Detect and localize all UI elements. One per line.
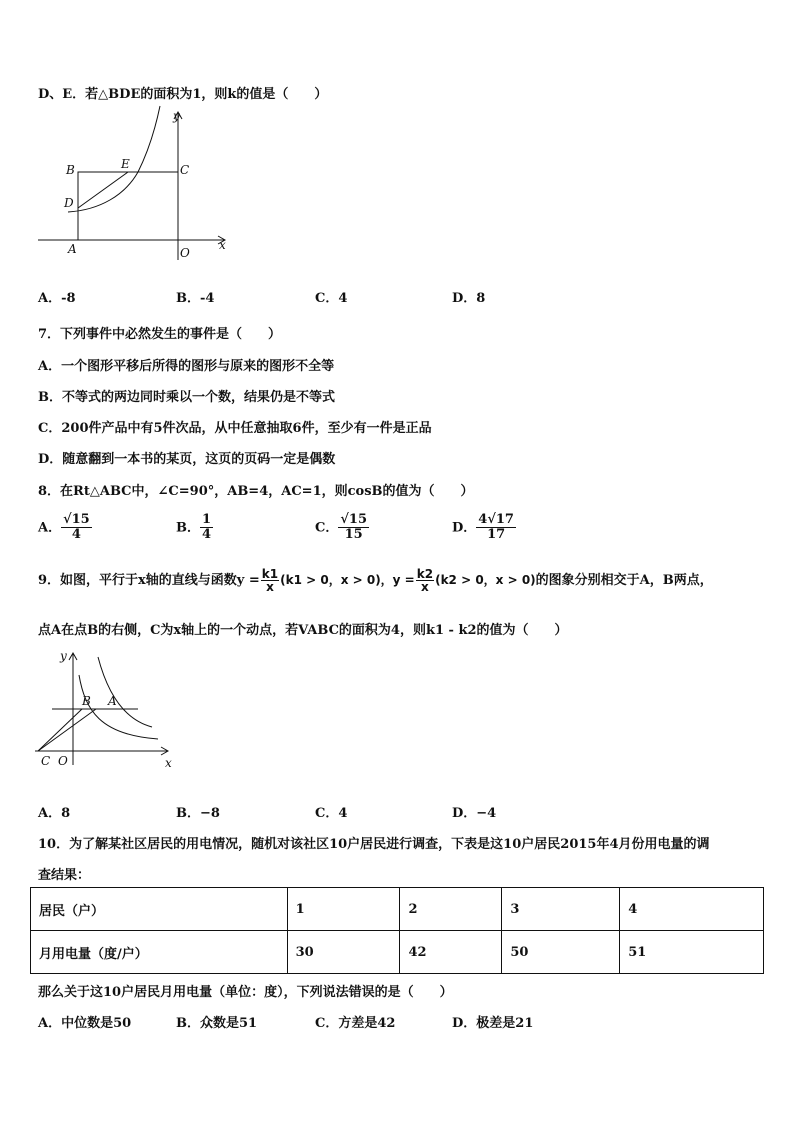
q8-option-c	[315, 513, 369, 543]
q9-label-y: y	[60, 649, 67, 663]
q8-option-b	[176, 513, 213, 543]
q10-option-c: C．方差是42	[315, 1016, 396, 1031]
q6-label-b: B	[66, 163, 75, 177]
q9-fraction-1: $\frac{k1}{x}$	[261, 567, 279, 594]
q6-rectangle	[78, 172, 178, 240]
q7-option-c: C．200件产品中有5件次品，从中任意抽取6件，至少有一件是正品	[38, 421, 432, 436]
q6-segment-de	[78, 172, 128, 208]
q9-option-a: A．8	[38, 806, 71, 821]
table-row	[31, 888, 764, 931]
q7-stem: 7．下列事件中必然发生的事件是（ ）	[38, 327, 282, 342]
table-row	[31, 931, 764, 974]
q8-option-b-label: B．	[176, 520, 200, 536]
q9-curve-k2	[79, 675, 158, 739]
q6-option-c: C．4	[315, 291, 348, 306]
q9-condition-1: (k1 > 0，x > 0)，y =	[280, 573, 415, 587]
q10-table	[30, 887, 764, 974]
q9-stem-part1: 9．如图，平行于x轴的直线与函数y =	[38, 573, 260, 588]
q6-label-c: C	[180, 163, 190, 177]
q9-figure	[30, 645, 180, 775]
table-cell: 1	[287, 888, 400, 931]
q8-option-d-fraction: $\frac{4√17}{17}$	[478, 512, 514, 543]
q8-option-a-fraction: $\frac{√15}{4}$	[63, 512, 90, 543]
q10-option-b: B．众数是51	[176, 1016, 258, 1031]
table-cell: 4	[620, 888, 764, 931]
q8-option-b-fraction: $\frac{1}{4}$	[202, 512, 212, 543]
q7-option-d: D．随意翻到一本书的某页，这页的页码一定是偶数	[38, 452, 336, 467]
q9-condition-2: (k2 > 0，x > 0)	[435, 573, 536, 587]
q8-stem: 8．在Rt△ABC中，∠C=90°，AB=4，AC=1，则cosB的值为（ ）	[38, 484, 474, 499]
q6-label-y: y	[173, 109, 180, 123]
q7-option-b: B．不等式的两边同时乘以一个数，结果仍是不等式	[38, 390, 335, 405]
table-cell: 2	[400, 888, 502, 931]
q10-option-d: D．极差是21	[452, 1016, 534, 1031]
q10-question: 那么关于这10户居民月用电量（单位：度），下列说法错误的是（ ）	[38, 985, 453, 1000]
q6-label-a: A	[68, 242, 77, 256]
q9-stem-line2: 点A在点B的右侧，C为x轴上的一个动点，若VABC的面积为4，则k1 - k2的值为（ ）	[38, 623, 568, 638]
q9-label-b: B	[82, 694, 91, 708]
table-cell: 30	[287, 931, 400, 974]
q9-label-c: C	[41, 754, 51, 768]
table-cell: 51	[620, 931, 764, 974]
q8-option-a-label: A．	[38, 520, 62, 536]
q6-option-d: D．8	[452, 291, 486, 306]
q9-option-b: B．−8	[176, 806, 220, 821]
q9-fraction-2: $\frac{k2}{x}$	[416, 567, 434, 594]
table-cell: 居民（户）	[31, 888, 288, 931]
q9-curve-k1	[98, 657, 152, 727]
q9-option-d: D．−4	[452, 806, 497, 821]
table-cell: 42	[400, 931, 502, 974]
q6-option-b: B．-4	[176, 291, 215, 306]
q7-option-a: A．一个图形平移后所得的图形与原来的图形不全等	[38, 359, 335, 374]
q8-option-c-fraction: $\frac{√15}{15}$	[340, 512, 367, 543]
q9-stem-line1	[38, 568, 713, 593]
q9-stem-part2: 的图象分别相交于A，B两点，	[535, 573, 713, 588]
q8-option-d	[452, 513, 516, 543]
q6-label-x: x	[219, 238, 226, 252]
q9-label-o: O	[58, 754, 68, 768]
q9-option-c: C．4	[315, 806, 348, 821]
table-cell: 月用电量（度/户）	[31, 931, 288, 974]
q9-segment-ca	[38, 709, 96, 751]
q10-option-a: A．中位数是50	[38, 1016, 132, 1031]
q8-option-c-label: C．	[315, 520, 339, 536]
q6-stem: D、E．若△BDE的面积为1，则k的值是（ ）	[38, 87, 328, 102]
q6-figure	[30, 100, 240, 265]
q10-stem-line2: 查结果：	[38, 868, 91, 883]
q9-segment-cb	[38, 709, 82, 751]
q6-label-o: O	[180, 246, 190, 260]
q10-stem-line1: 10．为了解某社区居民的用电情况，随机对该社区10户居民进行调查，下表是这10户居民2015年4月份用电量的调	[38, 837, 710, 852]
q6-label-e: E	[121, 157, 130, 171]
table-cell: 3	[502, 888, 620, 931]
q6-option-a: A．-8	[38, 291, 76, 306]
q9-label-a: A	[108, 694, 117, 708]
q9-label-x: x	[165, 756, 172, 770]
table-cell: 50	[502, 931, 620, 974]
q6-label-d: D	[64, 196, 74, 210]
q6-curve	[68, 106, 160, 212]
q8-option-d-label: D．	[452, 520, 477, 536]
q8-option-a	[38, 513, 92, 543]
